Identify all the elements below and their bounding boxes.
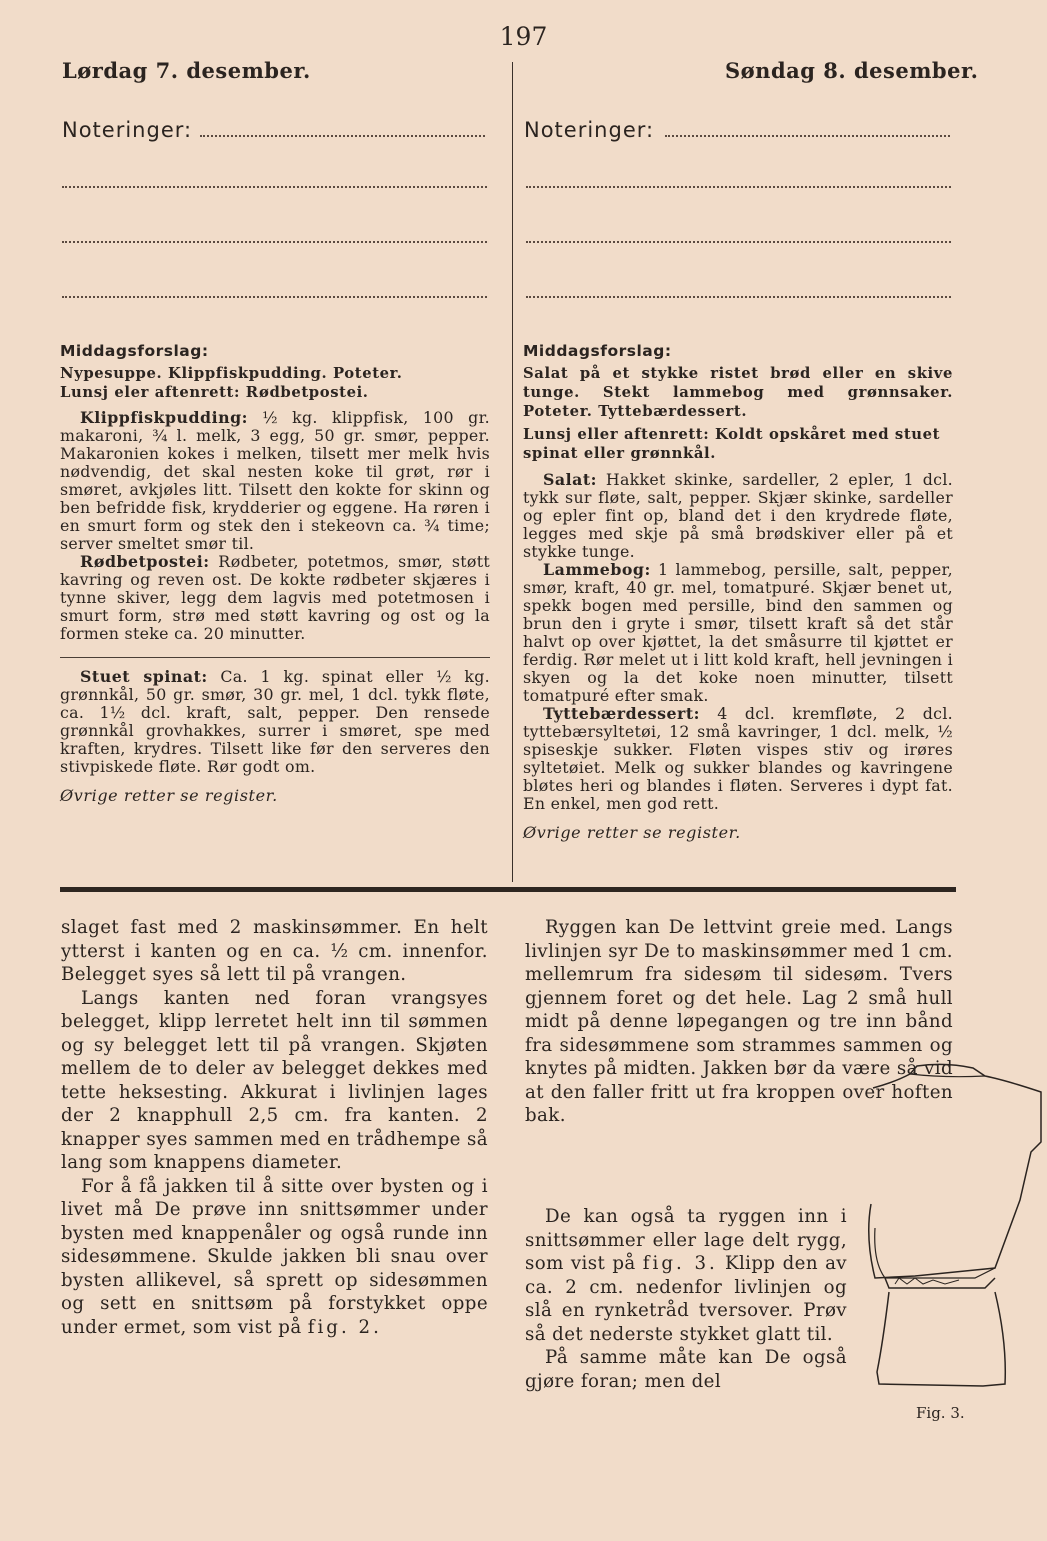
- recipe-text: 1 lammebog, persille, salt, pepper, smør, kraft, 40 gr. mel, tomatpuré. Skjær benet ut, spekk bogen med persille, bind den sammen og brun den i gryte i smør, tilsett kraft så det står halvt op over kjøttet, la det småsurre til kjøttet er ferdig. Rør melet ut i litt kold kraft, hell jevningen i skyen og la det koke noen minutter, tilsett tomatpuré efter smak.: [523, 560, 953, 705]
- left-notes-line-2: [62, 184, 487, 188]
- right-notes-line-3: [526, 239, 951, 243]
- paragraph-text: For å få jakken til å sitte over bysten og i livet må De prøve inn snittsømmer under bysten med knappenåler og også runde inn sidesømmene. Skulde jakken bli snau over bysten allikevel, så sprett op sidesømmen og sett en snittsøm på forstykket oppe under ermet, som vist på: [61, 1175, 488, 1338]
- left-menu-block: [60, 342, 490, 805]
- right-section-label: Middagsforslag:: [523, 342, 672, 360]
- left-date-heading: Lørdag 7. desember.: [62, 58, 311, 83]
- left-recipe-klippfiskpudding: [60, 409, 490, 553]
- right-notes-line-4: [526, 294, 951, 298]
- jacket-back-figure: [855, 1052, 1045, 1392]
- sewing-left-paragraph-2: Langs kanten ned foran vrangsyes belegget, klipp lerretet helt inn til sømmen og sy belegget lett til på vrangen. Skjøten mellem de to deler av belegget dekkes med tette heksesting. Akkurat i livlinjen lages der 2 knapphull 2,5 cm. fra kanten. 2 knapper syes sammen med en trådhempe så lang som knappens diameter.: [61, 987, 488, 1173]
- left-notes-line-1: [200, 133, 485, 137]
- sewing-left-column: [61, 916, 488, 1339]
- left-notes-line-4: [62, 294, 487, 298]
- left-notes-line-3: [62, 239, 487, 243]
- recipe-text: ½ kg. klippfisk, 100 gr. makaroni, ¾ l. melk, 3 egg, 50 gr. smør, pepper. Makaronien kokes i melken, tilsett mer melk hvis nødvendig, det skal nesten koke til grøt, rør i smøret, avkjøles litt. Tilsett den kokte for skinn og ben befridde fisk, krydderier og eggene. Ha røren i en smurt form og stek den i stekeovn ca. ¾ time; server smeltet smør til.: [60, 408, 491, 553]
- recipe-title: Rødbetpostei:: [80, 552, 210, 571]
- sewing-left-paragraph-3: [61, 1175, 488, 1340]
- right-footer-note: Øvrige retter se register.: [523, 823, 741, 842]
- left-notes-label: Noteringer:: [62, 118, 193, 142]
- paragraph-text: Klipp den av ca. 2 cm. nedenfor livlinjen og slå en rynketråd tversover. Prøv så det nederste stykket glatt til.: [525, 1253, 847, 1345]
- recipe-text: Rødbeter, potetmos, smør, støtt kavring og reven ost. De kokte rødbeter skjæres i tynne skiver, legg dem lagvis med potetmosen i smurt form, strø med støtt kavring og ost og la formen steke ca. 20 minutter.: [60, 552, 490, 643]
- sewing-right-column-mid: [525, 1205, 847, 1393]
- recipe-text: Hakket skinke, sardeller, 2 epler, 1 dcl. tykk sur fløte, salt, pepper. Skjær skinke, sardeller og epler fint op, bland det i den krydrede fløte, legges med skje på små brødskiver eller på et stykke tunge.: [523, 470, 953, 561]
- right-notes-line-1: [665, 133, 950, 137]
- right-menu-line-2: Lunsj eller aftenrett: Koldt opskåret med stuet spinat eller grønnkål.: [523, 426, 941, 462]
- sewing-left-paragraph-1: slaget fast med 2 maskinsømmer. En helt ytterst i kanten og en ca. ½ cm. innenfor. Belegget syes så lett til på vrangen.: [61, 917, 488, 985]
- paragraph-text: De kan også ta ryggen inn i snittsømmer eller lage delt rygg, som vist på: [525, 1206, 847, 1274]
- column-divider: [512, 62, 513, 882]
- recipe-text: 4 dcl. kremfløte, 2 dcl. tyttebærsyltetøi, 12 små kavringer, 1 dcl. melk, ½ spiseskje sukker. Fløten vispes stiv og irøres syltetøiet. Melk og sukker blandes og kavringene bløtes heri og blandes i fløten. Serveres i dypt fat. En enkel, men god rett.: [523, 704, 953, 813]
- left-recipe-rodbetpostei: [60, 553, 490, 643]
- right-notes-line-2: [526, 184, 951, 188]
- recipe-title: Klippfiskpudding:: [80, 408, 248, 427]
- left-footer-note: Øvrige retter se register.: [60, 786, 278, 805]
- right-notes-label: Noteringer:: [524, 118, 655, 142]
- right-menu-line-1: Salat på et stykke ristet brød eller en skive tunge. Stekt lammebog med grønnsaker. Poteter. Tyttebærdessert.: [523, 365, 953, 420]
- recipe-title: Lammebog:: [543, 560, 651, 579]
- left-menu-line-2: Lunsj eler aftenrett: Rødbetpostei.: [60, 384, 369, 401]
- page-number: 197: [499, 22, 548, 51]
- figure-reference: fig. 2.: [307, 1316, 382, 1338]
- right-date-heading: Søndag 8. desember.: [725, 58, 979, 83]
- recipe-text: Ca. 1 kg. spinat eller ½ kg. grønnkål, 50 gr. smør, 30 gr. mel, 1 dcl. tykk fløte, ca. 1½ dcl. kraft, salt, pepper. Den rensede grønnkål grovhakkes, surrer i smøret, spe med kraften, krydres. Tilsett like før den serveres den stivpiskede fløte. Rør godt om.: [60, 667, 491, 776]
- right-menu-block: [523, 342, 953, 842]
- recipe-title: Salat:: [543, 470, 598, 489]
- sewing-right-paragraph-2: [525, 1205, 847, 1346]
- right-recipe-tyttebaerdessert: [523, 705, 953, 813]
- right-recipe-salat: [523, 471, 953, 561]
- sewing-right-paragraph-3: På samme måte kan De også gjøre foran; men del: [525, 1347, 847, 1392]
- recipe-title: Stuet spinat:: [80, 667, 208, 686]
- section-separator: [60, 887, 956, 892]
- right-recipe-lammebog: [523, 561, 953, 705]
- figure-caption: Fig. 3.: [916, 1404, 965, 1422]
- sewing-right-paragraph-1: Ryggen kan De lettvint greie med. Langs livlinjen syr De to maskinsømmer med 1 cm. mellemrum fra sidesøm til sidesøm. Tvers gjennem foret og det hele. Lag 2 små hull midt på denne løpegangen og tre inn bånd fra sidesømmene som strammes sammen og knytes på midten. Jakken bør da være så vid at den faller fritt ut fra kroppen over hoften bak.: [525, 917, 953, 1126]
- figure-reference: fig. 3.: [642, 1253, 718, 1274]
- left-section-label: Middagsforslag:: [60, 342, 209, 360]
- left-recipe-stuet-spinat: [60, 668, 490, 776]
- left-recipe-divider: [60, 657, 490, 658]
- left-menu-line-1: Nypesuppe. Klippfiskpudding. Poteter.: [60, 365, 403, 382]
- recipe-title: Tyttebærdessert:: [543, 704, 700, 723]
